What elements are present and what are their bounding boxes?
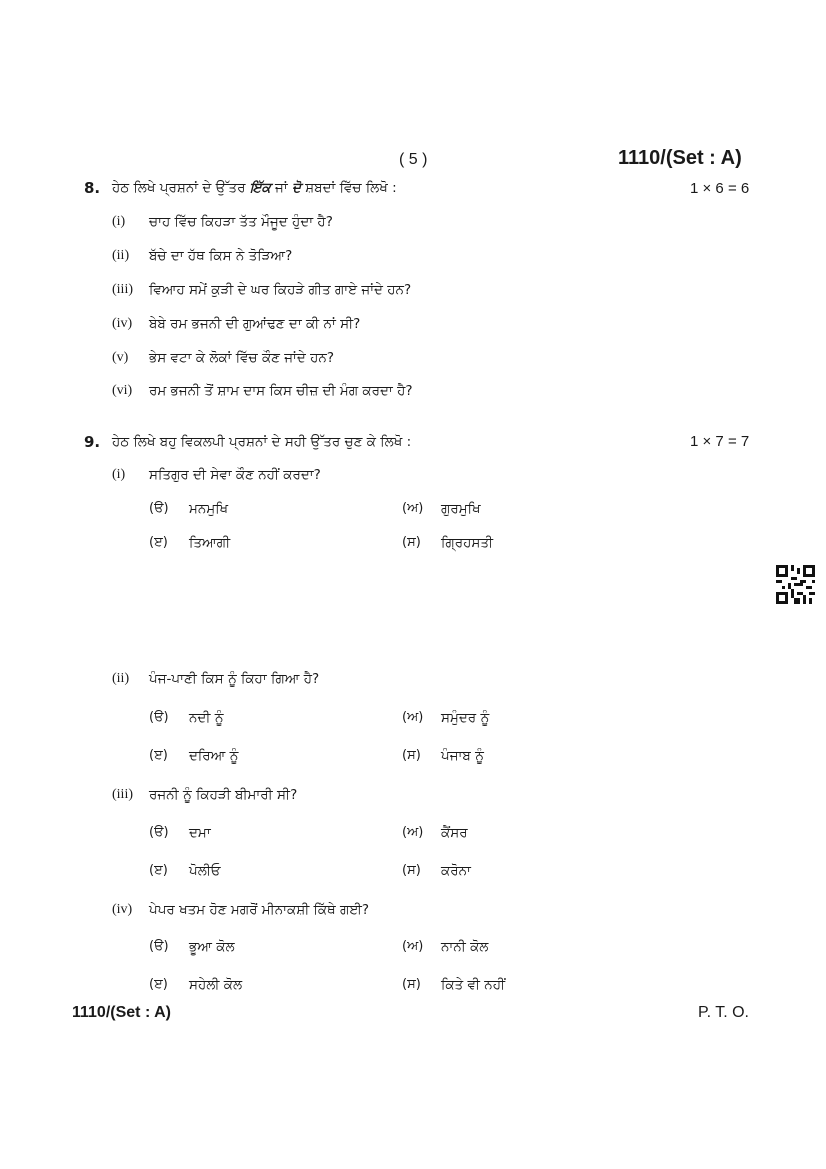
option-label: (ਸ)	[402, 863, 421, 878]
q8-item-text: ਬੱਚੇ ਦਾ ਹੱਥ ਕਿਸ ਨੇ ਤੋੜਿਆ?	[149, 248, 293, 264]
q8-item-text: ਬੇਬੇ ਰਮ ਭਜਨੀ ਦੀ ਗੁਆਂਢਣ ਦਾ ਕੀ ਨਾਂ ਸੀ?	[149, 316, 361, 332]
paper-code-header: 1110/(Set : A)	[618, 147, 742, 169]
option-text: ਭੂਆ ਕੋਲ	[189, 939, 235, 955]
option-text: ਪੋਲੀਓ	[189, 863, 221, 879]
option-text: ਕਿਤੇ ਵੀ ਨਹੀਂ	[441, 977, 506, 993]
question-8-text-e: ਸ਼ਬਦਾਂ ਵਿੱਚ ਲਿਖੋ :	[305, 180, 397, 196]
q8-item-text: ਭੇਸ ਵਟਾ ਕੇ ਲੋਕਾਂ ਵਿੱਚ ਕੌਣ ਜਾਂਦੇ ਹਨ?	[149, 350, 334, 366]
paper-code-footer: 1110/(Set : A)	[72, 1004, 172, 1021]
option-label: (ਸ)	[402, 977, 421, 992]
option-text: ਕਰੋਨਾ	[441, 863, 471, 879]
option-label: (ਅ)	[402, 501, 424, 516]
q8-item-text: ਵਿਆਹ ਸਮੇਂ ਕੁੜੀ ਦੇ ਘਰ ਕਿਹੜੇ ਗੀਤ ਗਾਏ ਜਾਂਦੇ ਹਨ?	[149, 282, 412, 298]
option-label: (ਅ)	[402, 710, 424, 725]
please-turn-over: P. T. O.	[698, 1004, 749, 1021]
option-label: (ਸ)	[402, 748, 421, 763]
page-number: ( 5 )	[399, 151, 428, 168]
question-8-text	[112, 180, 397, 196]
question-8-marks: 1 × 6 = 6	[690, 180, 750, 197]
option-text: ਦਰਿਆ ਨੂੰ	[189, 748, 239, 764]
option-text: ਸਮੁੰਦਰ ਨੂੰ	[441, 710, 490, 726]
question-8-emphasis-one: ਇੱਕ	[249, 180, 271, 196]
q8-item-num: (v)	[112, 350, 129, 365]
option-label: (ੳ)	[149, 825, 169, 840]
option-label: (ੳ)	[149, 501, 169, 516]
option-label: (ਸ)	[402, 535, 421, 550]
qr-code-icon	[776, 565, 815, 604]
q9-item-text: ਪੰਜ-ਪਾਣੀ ਕਿਸ ਨੂੰ ਕਿਹਾ ਗਿਆ ਹੈ?	[149, 671, 320, 687]
q9-item-num: (iv)	[112, 902, 133, 917]
option-label: (ੲ)	[149, 535, 168, 550]
question-8-number: 8.	[84, 179, 101, 197]
q8-item-num: (vi)	[112, 383, 133, 398]
q9-item-num: (i)	[112, 467, 126, 482]
question-8-text-c: ਜਾਂ	[275, 180, 288, 196]
option-text: ਨਦੀ ਨੂੰ	[189, 710, 224, 726]
option-text: ਪੰਜਾਬ ਨੂੰ	[441, 748, 484, 764]
q8-item-num: (i)	[112, 214, 126, 229]
option-label: (ੲ)	[149, 863, 168, 878]
option-text: ਗੁਰਮੁਖਿ	[441, 501, 481, 517]
option-label: (ੲ)	[149, 977, 168, 992]
option-label: (ੲ)	[149, 748, 168, 763]
q9-item-text: ਪੇਪਰ ਖਤਮ ਹੋਣ ਮਗਰੋਂ ਮੀਨਾਕਸ਼ੀ ਕਿੱਥੇ ਗਈ?	[149, 902, 370, 918]
q8-item-num: (iv)	[112, 316, 133, 331]
q9-item-text: ਸਤਿਗੁਰ ਦੀ ਸੇਵਾ ਕੌਣ ਨਹੀਂ ਕਰਦਾ?	[149, 467, 321, 483]
question-8-text-a: ਹੇਠ ਲਿਖੇ ਪ੍ਰਸ਼ਨਾਂ ਦੇ ਉੱਤਰ	[112, 180, 246, 196]
q8-item-text: ਰਮ ਭਜਨੀ ਤੋਂ ਸ਼ਾਮ ਦਾਸ ਕਿਸ ਚੀਜ਼ ਦੀ ਮੰਗ ਕਰਦਾ ਹੈ?	[149, 383, 413, 399]
option-text: ਨਾਨੀ ਕੋਲ	[441, 939, 489, 955]
option-text: ਕੈਂਸਰ	[441, 825, 468, 841]
option-label: (ਅ)	[402, 825, 424, 840]
option-text: ਦਮਾ	[189, 825, 211, 841]
option-label: (ਅ)	[402, 939, 424, 954]
option-label: (ੳ)	[149, 939, 169, 954]
option-text: ਤਿਆਗੀ	[189, 535, 231, 551]
question-9-text: ਹੇਠ ਲਿਖੇ ਬਹੁ ਵਿਕਲਪੀ ਪ੍ਰਸ਼ਨਾਂ ਦੇ ਸਹੀ ਉੱਤਰ ਚੁਣ ਕੇ ਲਿਖੋ :	[112, 434, 412, 450]
option-text: ਸਹੇਲੀ ਕੋਲ	[189, 977, 243, 993]
q8-item-text: ਚਾਹ ਵਿੱਚ ਕਿਹੜਾ ਤੱਤ ਮੌਜੂਦ ਹੁੰਦਾ ਹੈ?	[149, 214, 333, 230]
option-text: ਮਨਮੁਖਿ	[189, 501, 229, 517]
question-8-emphasis-two: ਦੋ	[291, 180, 301, 196]
q9-item-text: ਰਜਨੀ ਨੂੰ ਕਿਹੜੀ ਬੀਮਾਰੀ ਸੀ?	[149, 787, 298, 803]
q8-item-num: (ii)	[112, 248, 130, 263]
q9-item-num: (ii)	[112, 671, 130, 686]
q9-item-num: (iii)	[112, 787, 133, 802]
option-text: ਗ੍ਰਿਹਸਤੀ	[441, 535, 494, 551]
question-9-marks: 1 × 7 = 7	[690, 433, 750, 450]
question-9-number: 9.	[84, 433, 101, 451]
option-label: (ੳ)	[149, 710, 169, 725]
q8-item-num: (iii)	[112, 282, 133, 297]
